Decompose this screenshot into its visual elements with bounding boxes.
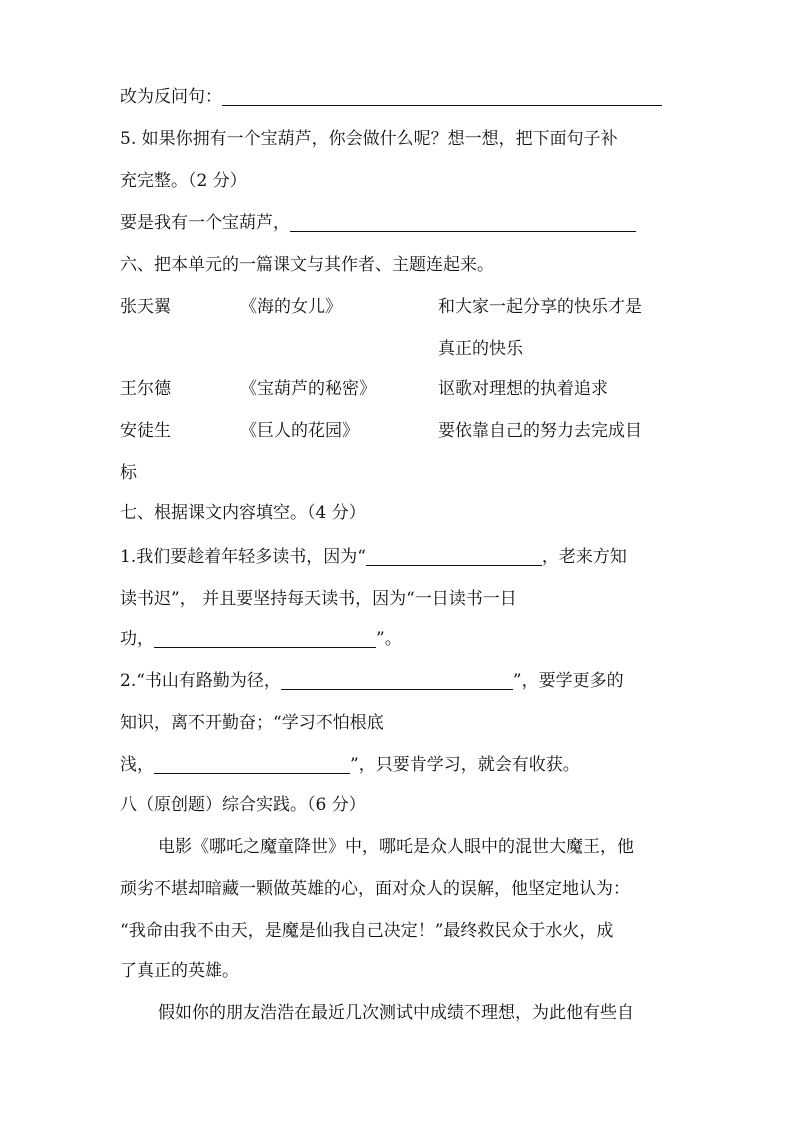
q7-item2-line2: 知识，离不开勤奋；“学习不怕根底	[120, 713, 384, 733]
q5-question-line1: 5. 如果你拥有一个宝葫芦，你会做什么呢？想一想，把下面句子补	[120, 129, 618, 149]
q8-para2-line1: 假如你的朋友浩浩在最近几次测试中成绩不理想，为此他有些自	[158, 1003, 634, 1023]
q7-item1-blank1[interactable]	[366, 547, 542, 566]
q6-author-3: 安徒生	[120, 421, 171, 441]
q7-item1-line2: 读书迟”， 并且要坚持每天读书，因为“一日读书一日	[120, 589, 517, 609]
q6-theme-1: 和大家一起分享的快乐才是	[438, 297, 642, 317]
q7-item1-a: 1.我们要趁着年轻多读书，因为“	[120, 547, 366, 567]
q5-prompt-line	[120, 212, 636, 234]
q7-item2-a: 2.“书山有路勤为径，	[120, 671, 281, 691]
q7-item1-e: ”。	[376, 629, 402, 649]
q7-item1-d: 功，	[120, 629, 154, 649]
q7-item2-blank2[interactable]	[154, 755, 350, 774]
q8-para1-line2: 顽劣不堪却暗藏一颗做英雄的心，面对众人的误解，他坚定地认为：	[120, 879, 630, 899]
q7-item2-blank1[interactable]	[281, 671, 513, 690]
q7-item2-line3	[120, 754, 580, 776]
q5-prompt: 要是我有一个宝葫芦，	[120, 213, 290, 233]
q7-item2-d: 浅，	[120, 755, 154, 775]
q7-item2-b: ”，要学更多的	[512, 671, 624, 691]
q8-para1-line4: 了真正的英雄。	[120, 961, 239, 981]
q6-author-2: 王尔德	[120, 379, 171, 399]
q7-item1-blank2[interactable]	[154, 629, 376, 648]
q7-item2-e: ”，只要肯学习，就会有收获。	[350, 755, 580, 775]
q7-item1-line1	[120, 546, 627, 568]
q4-rewrite-line	[120, 86, 662, 108]
q6-title-2: 《宝葫芦的秘密》	[240, 379, 376, 399]
q6-theme-3: 要依靠自己的努力去完成目	[438, 421, 642, 441]
q5-question-line2: 充完整。（2 分）	[120, 171, 247, 191]
q4-answer-blank[interactable]	[222, 87, 662, 106]
q7-item1-line3	[120, 628, 402, 650]
q6-heading: 六、把本单元的一篇课文与其作者、主题连起来。	[120, 255, 494, 275]
q6-author-1: 张天翼	[120, 297, 171, 317]
q6-theme-3-cont: 标	[120, 463, 137, 483]
q5-answer-blank[interactable]	[290, 213, 636, 232]
q8-heading: 八（原创题）综合实践。（6 分）	[120, 795, 366, 815]
q6-title-1: 《海的女儿》	[240, 297, 342, 317]
q6-theme-1-cont: 真正的快乐	[438, 339, 523, 359]
q6-theme-2: 讴歌对理想的执着追求	[438, 379, 608, 399]
q4-rewrite-label: 改为反问句：	[120, 87, 222, 107]
q7-heading: 七、根据课文内容填空。（4 分）	[120, 503, 366, 523]
q8-para1-line3: “我命由我不由天，是魔是仙我自己决定！”最终救民众于水火，成	[120, 921, 614, 941]
q7-item1-b: ，老来方知	[541, 547, 627, 567]
q7-item2-line1	[120, 670, 624, 692]
q6-title-3: 《巨人的花园》	[240, 421, 359, 441]
q8-para1-line1: 电影《哪吒之魔童降世》中，哪吒是众人眼中的混世大魔王，他	[158, 837, 634, 857]
